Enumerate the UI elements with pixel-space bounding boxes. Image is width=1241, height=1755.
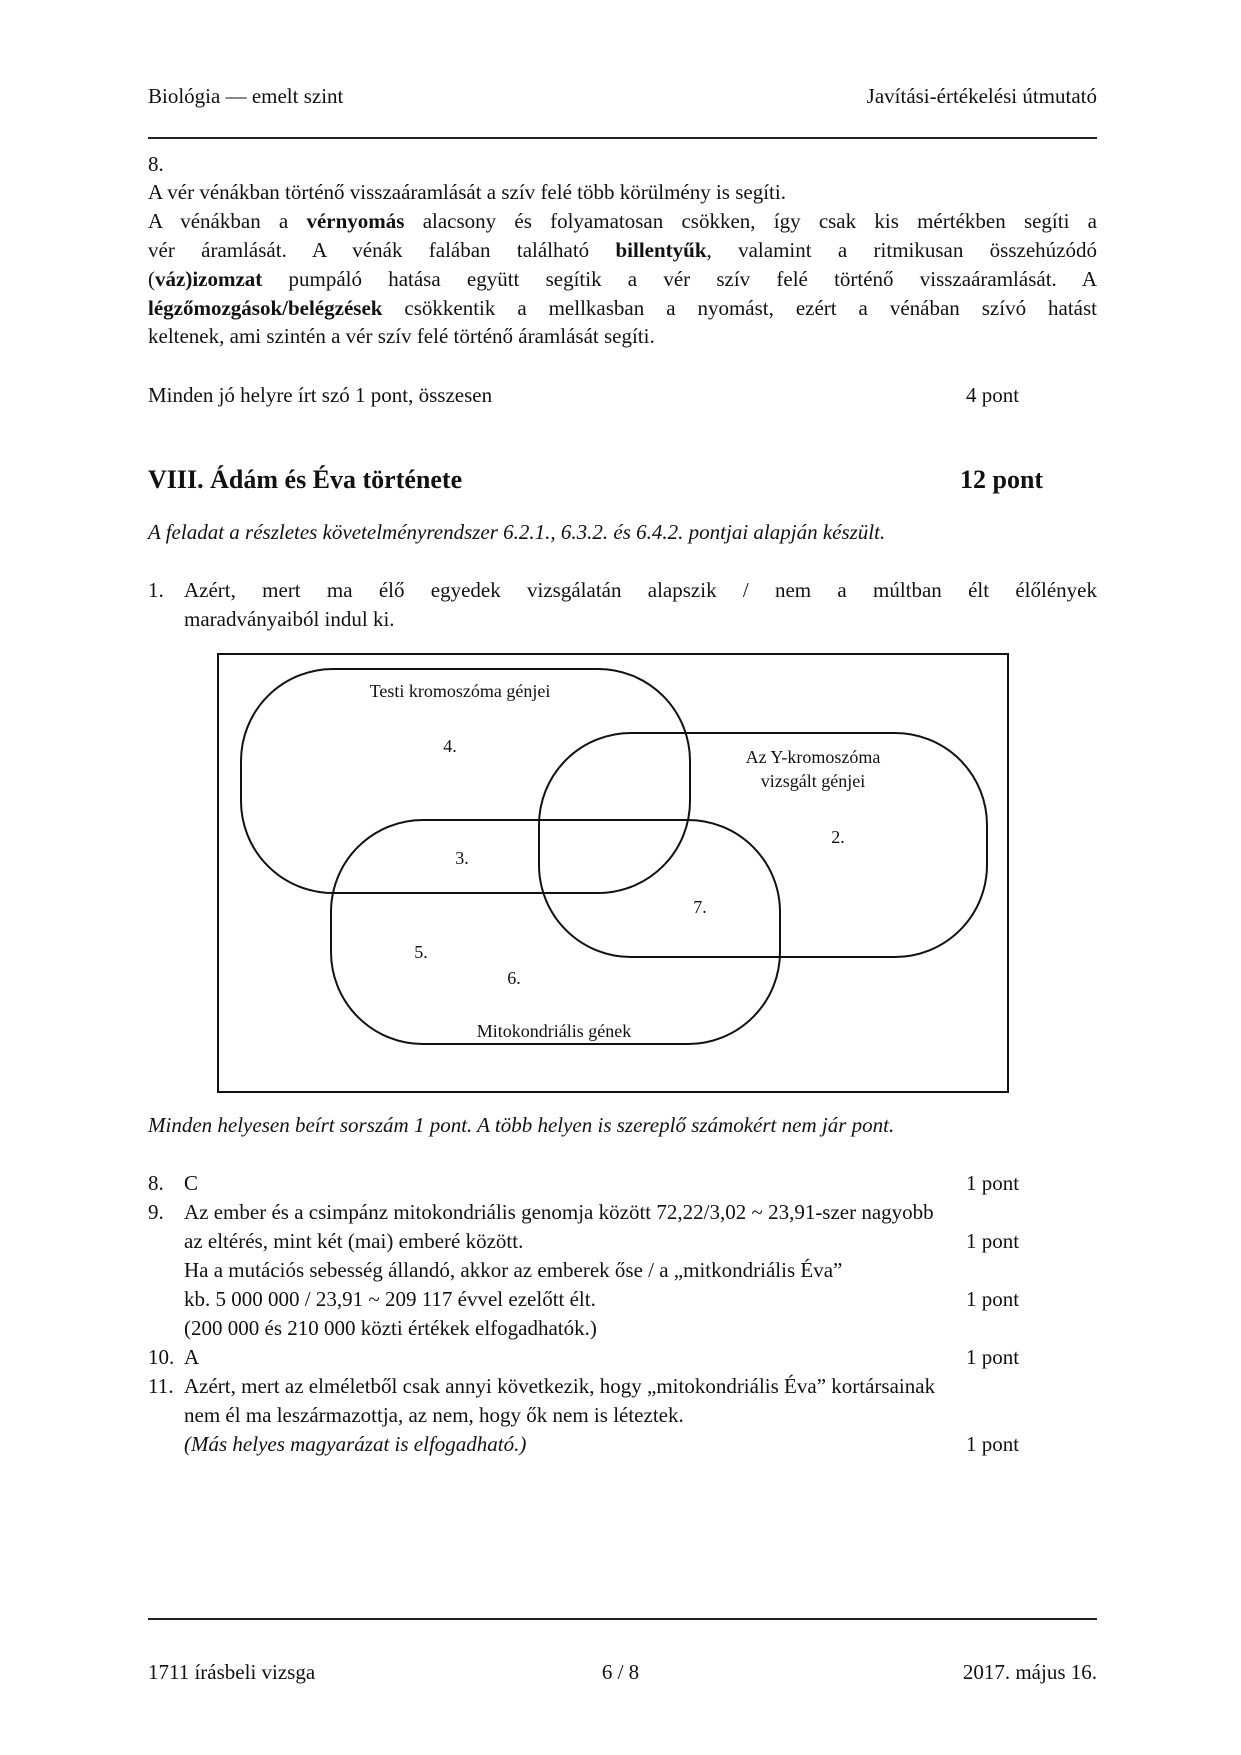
footer-divider (148, 1618, 1097, 1620)
footer-exam-code: 1711 írásbeli vizsga (148, 1660, 316, 1684)
venn-number-3: 3. (455, 848, 469, 868)
q8-line-2: A vénákban a vérnyomás alacsony és folyamatosan csökken, így csak kis mértékben segíti a (148, 209, 1097, 233)
answer-11-number: 11. (148, 1374, 174, 1398)
q8-line-1: A vér vénákban történő visszaáramlását a szív felé több körülmény is segíti. (148, 180, 786, 204)
section-points: 12 pont (960, 465, 1044, 494)
answer-1-line-1: Azért, mert ma élő egyedek vizsgálatán alapszik / nem a múltban élt élőlények (184, 578, 1097, 602)
answer-9-line-4: kb. 5 000 000 / 23,91 ~ 209 117 évvel ezelőtt élt. (184, 1287, 596, 1311)
answer-8-number: 8. (148, 1171, 164, 1195)
footer-date: 2017. május 16. (962, 1660, 1097, 1684)
section-title: VIII. Ádám és Éva története (148, 465, 463, 494)
q8-line-6: keltenek, ami szintén a vér szív felé történő áramlását segíti. (148, 324, 655, 348)
answer-11-line-1: Azért, mert az elméletből csak annyi következik, hogy „mitokondriális Éva” kortársainak (184, 1374, 936, 1398)
venn-label-y-line-1: Az Y-kromoszóma (745, 747, 881, 767)
answer-9-line-3: Ha a mutációs sebesség állandó, akkor az emberek őse / a „mitkondriális Éva” (184, 1258, 843, 1282)
q8-points: 4 pont (966, 383, 1020, 407)
venn-scoring-note: Minden helyesen beírt sorszám 1 pont. A több helyen is szereplő számokért nem jár pont. (148, 1113, 895, 1137)
keyword-vazizomzat: váz)izomzat (155, 267, 263, 291)
answer-8-points: 1 pont (966, 1171, 1020, 1195)
venn-label-y-line-2: vizsgált génjei (760, 771, 866, 791)
answer-11-line-3: (Más helyes magyarázat is elfogadható.) (184, 1432, 527, 1456)
answer-10-text: A (184, 1345, 200, 1369)
answer-1-number: 1. (148, 578, 164, 602)
keyword-vernyomas: vérnyomás (306, 209, 405, 233)
venn-number-2: 2. (831, 827, 845, 847)
answer-9-line-5: (200 000 és 210 000 közti értékek elfogadhatók.) (184, 1316, 597, 1340)
q8-line-3: vér áramlását. A vénák falában található billentyűk, valamint a ritmikusan összehúzódó (148, 238, 1097, 262)
q8-line-4: (váz)izomzat pumpáló hatása együtt segítik a vér szív felé történő visszaáramlását. A (148, 267, 1097, 291)
answer-8-text: C (184, 1171, 199, 1195)
answer-10-number: 10. (148, 1345, 175, 1369)
answer-11-points: 1 pont (966, 1432, 1020, 1456)
q8-number: 8. (148, 152, 164, 176)
venn-number-7: 7. (693, 897, 707, 917)
answer-9-number: 9. (148, 1200, 164, 1224)
footer-page-number: 6 / 8 (601, 1660, 640, 1684)
q8-line-5: légzőmozgások/belégzések csökkentik a mellkasban a nyomást, ezért a vénában szívó hatást (148, 296, 1097, 320)
venn-number-6: 6. (507, 968, 521, 988)
section-subtitle: A feladat a részletes követelményrendszer 6.2.1., 6.3.2. és 6.4.2. pontjai alapján készült. (148, 520, 886, 544)
venn-number-4: 4. (443, 736, 457, 756)
answer-1-line-2: maradványaiból indul ki. (184, 607, 395, 631)
answer-10-points: 1 pont (966, 1345, 1020, 1369)
answer-9-line-2: az eltérés, mint két (mai) emberé között. (184, 1229, 524, 1253)
answer-11-line-2: nem él ma leszármazottja, az nem, hogy ők nem is léteztek. (184, 1403, 684, 1427)
venn-set-mitochondrial-genes (331, 820, 780, 1044)
answer-9-line-1: Az ember és a csimpánz mitokondriális genomja között 72,22/3,02 ~ 23,91-szer nagyobb (184, 1200, 934, 1224)
header-subject: Biológia — emelt szint (148, 84, 344, 108)
venn-number-5: 5. (414, 942, 428, 962)
keyword-legzomozgasok: légzőmozgások/belégzések (148, 296, 383, 320)
answer-9-points-2: 1 pont (966, 1287, 1020, 1311)
venn-label-somatic: Testi kromoszóma génjei (369, 681, 551, 701)
keyword-billentyuk: billentyűk (615, 238, 707, 262)
header-guide-title: Javítási-értékelési útmutató (866, 84, 1097, 108)
q8-scoring-note: Minden jó helyre írt szó 1 pont, összesen (148, 383, 493, 407)
venn-label-mitochondrial: Mitokondriális gének (476, 1021, 632, 1041)
answer-9-points-1: 1 pont (966, 1229, 1020, 1253)
